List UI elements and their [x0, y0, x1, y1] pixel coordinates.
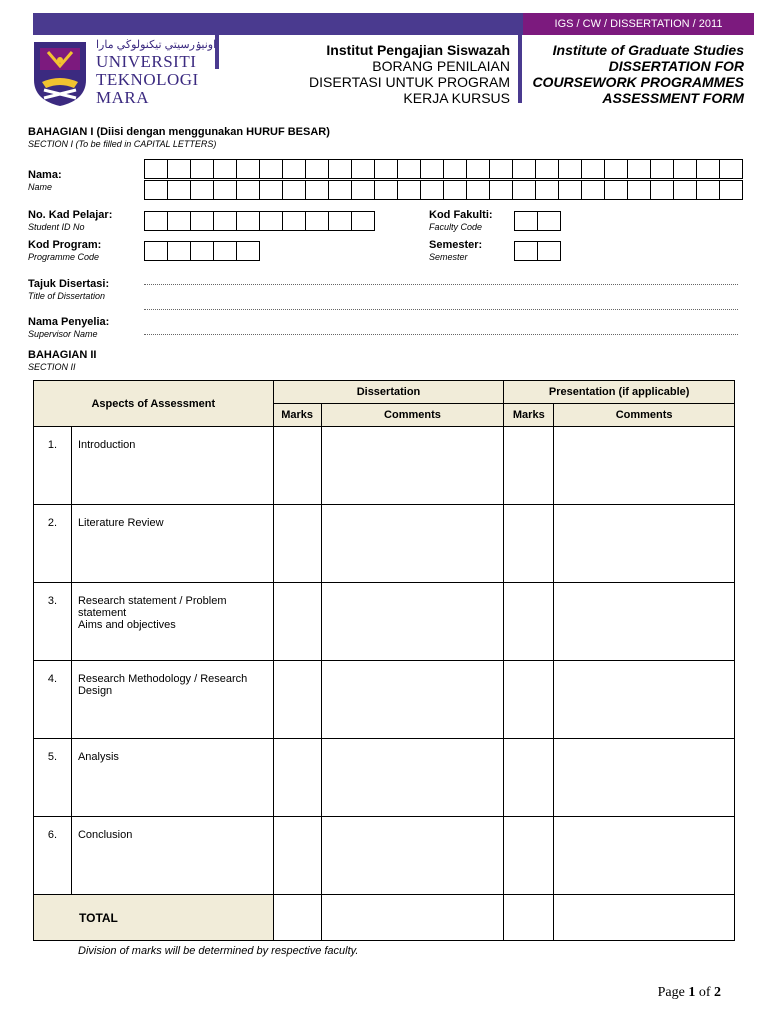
char-box[interactable] — [305, 211, 329, 231]
char-box[interactable] — [397, 159, 421, 179]
supervisor-sublabel: Supervisor Name — [28, 329, 98, 339]
char-box[interactable] — [673, 159, 697, 179]
logo-arabic-text: اونيۏرسيتي تيكنولوڬي مارا — [96, 39, 217, 51]
dissertation-comments-cell[interactable] — [321, 583, 504, 661]
title-line-1[interactable] — [144, 284, 738, 285]
presentation-marks-cell[interactable] — [504, 505, 554, 583]
char-box[interactable] — [512, 159, 536, 179]
section2-subtitle: SECTION II — [28, 362, 76, 372]
char-box[interactable] — [537, 211, 561, 231]
char-box[interactable] — [259, 211, 283, 231]
char-box[interactable] — [190, 241, 214, 261]
dissertation-marks-cell[interactable] — [273, 661, 321, 739]
char-box[interactable] — [190, 211, 214, 231]
presentation-marks-cell[interactable] — [504, 661, 554, 739]
presentation-comments-cell[interactable] — [554, 505, 735, 583]
section1-title: BAHAGIAN I (Diisi dengan menggunakan HURUF BESAR) — [28, 126, 330, 138]
char-box[interactable] — [190, 159, 214, 179]
nama-sublabel: Name — [28, 182, 53, 192]
dissertation-comments-header: Comments — [321, 404, 504, 427]
row-aspect — [71, 817, 273, 895]
aspect-line: Conclusion — [77, 829, 133, 841]
semester-label: Semester: — [429, 239, 483, 251]
nama-label: Nama: — [28, 169, 62, 181]
char-box[interactable] — [282, 180, 306, 200]
dissertation-marks-cell[interactable] — [273, 739, 321, 817]
title-sublabel: Title of Dissertation — [28, 291, 105, 301]
char-box[interactable] — [627, 159, 651, 179]
aspect-line: Literature Review — [77, 517, 164, 529]
page-current: 1 — [688, 985, 696, 1000]
char-box[interactable] — [514, 241, 538, 261]
total-row — [34, 895, 735, 941]
char-box[interactable] — [144, 211, 168, 231]
logo-line-teknologi: TEKNOLOGI — [96, 70, 199, 89]
char-box[interactable] — [696, 180, 720, 200]
table-header-row — [34, 381, 735, 404]
row-number: 3. — [34, 583, 72, 661]
char-box[interactable] — [719, 180, 743, 200]
header-english-line: DISSERTATION FOR — [608, 58, 744, 74]
presentation-comments-header: Comments — [554, 404, 735, 427]
aspect-line: statement — [77, 607, 127, 619]
presentation-marks-cell[interactable] — [504, 427, 554, 505]
aspect-line: Analysis — [77, 751, 119, 763]
char-box[interactable] — [167, 159, 191, 179]
student-id-boxes[interactable] — [144, 211, 375, 231]
header-english-line: Institute of Graduate Studies — [552, 42, 744, 58]
aspect-line: Research Methodology / Research — [77, 673, 248, 685]
char-box[interactable] — [236, 241, 260, 261]
presentation-marks-header: Marks — [504, 404, 554, 427]
section1-subtitle: SECTION I (To be filled in CAPITAL LETTERS) — [28, 139, 217, 149]
presentation-comments-cell[interactable] — [554, 583, 735, 661]
char-box[interactable] — [328, 159, 352, 179]
char-box[interactable] — [581, 180, 605, 200]
dissertation-comments-cell[interactable] — [321, 739, 504, 817]
student-id-sublabel: Student ID No — [28, 222, 85, 232]
section2-title: BAHAGIAN II — [28, 349, 97, 361]
char-box[interactable] — [537, 241, 561, 261]
row-number: 2. — [34, 505, 72, 583]
supervisor-line[interactable] — [144, 334, 738, 335]
char-box[interactable] — [144, 159, 168, 179]
total-dissertation-marks-cell[interactable] — [273, 895, 321, 941]
table-row — [34, 739, 735, 817]
divider-bar — [518, 35, 522, 103]
presentation-comments-cell[interactable] — [554, 661, 735, 739]
aspect-line: Design — [77, 685, 113, 697]
header-malay-line: BORANG PENILAIAN — [372, 58, 510, 74]
row-number: 4. — [34, 661, 72, 739]
table-row — [34, 583, 735, 661]
dissertation-comments-cell[interactable] — [321, 817, 504, 895]
row-aspect — [71, 583, 273, 661]
char-box[interactable] — [535, 180, 559, 200]
char-box[interactable] — [374, 180, 398, 200]
header-malay-line: Institut Pengajian Siswazah — [326, 42, 510, 58]
char-box[interactable] — [144, 241, 168, 261]
aspect-line: Research statement / Problem — [77, 595, 227, 607]
char-box[interactable] — [351, 211, 375, 231]
nama-boxes-row1[interactable] — [144, 159, 743, 179]
dissertation-comments-cell[interactable] — [321, 427, 504, 505]
dissertation-header: Dissertation — [273, 381, 504, 404]
char-box[interactable] — [374, 159, 398, 179]
header-malay — [309, 42, 510, 106]
char-box[interactable] — [558, 180, 582, 200]
char-box[interactable] — [213, 241, 237, 261]
page-of: of — [695, 985, 714, 1000]
aspects-header: Aspects of Assessment — [34, 381, 274, 427]
supervisor-label: Nama Penyelia: — [28, 316, 110, 328]
char-box[interactable] — [236, 180, 260, 200]
row-number: 1. — [34, 427, 72, 505]
page-total: 2 — [714, 985, 721, 1000]
table-row — [34, 817, 735, 895]
char-box[interactable] — [351, 159, 375, 179]
presentation-marks-cell[interactable] — [504, 583, 554, 661]
char-box[interactable] — [466, 159, 490, 179]
dissertation-marks-cell[interactable] — [273, 817, 321, 895]
char-box[interactable] — [535, 159, 559, 179]
char-box[interactable] — [190, 180, 214, 200]
form-code: IGS / CW / DISSERTATION / 2011 — [523, 13, 754, 35]
char-box[interactable] — [489, 180, 513, 200]
programme-code-label: Kod Program: — [28, 239, 102, 251]
char-box[interactable] — [466, 180, 490, 200]
char-box[interactable] — [167, 180, 191, 200]
char-box[interactable] — [650, 180, 674, 200]
presentation-comments-cell[interactable] — [554, 817, 735, 895]
char-box[interactable] — [236, 211, 260, 231]
faculty-code-sublabel: Faculty Code — [429, 222, 483, 232]
header-malay-line: KERJA KURSUS — [403, 90, 510, 106]
char-box[interactable] — [305, 159, 329, 179]
presentation-marks-cell[interactable] — [504, 739, 554, 817]
char-box[interactable] — [282, 211, 306, 231]
char-box[interactable] — [282, 159, 306, 179]
faculty-code-label: Kod Fakulti: — [429, 209, 493, 221]
char-box[interactable] — [650, 159, 674, 179]
char-box[interactable] — [512, 180, 536, 200]
logo-line-mara: MARA — [96, 88, 150, 107]
char-box[interactable] — [581, 159, 605, 179]
char-box[interactable] — [420, 180, 444, 200]
row-aspect — [71, 505, 273, 583]
char-box[interactable] — [213, 159, 237, 179]
presentation-header: Presentation (if applicable) — [504, 381, 735, 404]
char-box[interactable] — [604, 180, 628, 200]
presentation-comments-cell[interactable] — [554, 739, 735, 817]
char-box[interactable] — [673, 180, 697, 200]
dissertation-marks-header: Marks — [273, 404, 321, 427]
header-english-line: COURSEWORK PROGRAMMES — [532, 74, 744, 90]
char-box[interactable] — [305, 180, 329, 200]
char-box[interactable] — [719, 159, 743, 179]
title-line-2[interactable] — [144, 309, 738, 310]
logo-line-universiti: UNIVERSITI — [96, 52, 197, 71]
semester-boxes[interactable] — [514, 241, 561, 261]
char-box[interactable] — [489, 159, 513, 179]
char-box[interactable] — [696, 159, 720, 179]
char-box[interactable] — [167, 211, 191, 231]
presentation-comments-cell[interactable] — [554, 427, 735, 505]
dissertation-comments-cell[interactable] — [321, 505, 504, 583]
header-malay-line: DISERTASI UNTUK PROGRAM — [309, 74, 510, 90]
char-box[interactable] — [259, 159, 283, 179]
total-dissertation-comments-cell[interactable] — [321, 895, 504, 941]
row-aspect — [71, 661, 273, 739]
row-aspect — [71, 427, 273, 505]
page-prefix: Page — [657, 985, 689, 1000]
char-box[interactable] — [167, 241, 191, 261]
student-id-label: No. Kad Pelajar: — [28, 209, 113, 221]
header-english — [532, 42, 744, 106]
char-box[interactable] — [397, 180, 421, 200]
char-box[interactable] — [259, 180, 283, 200]
table-row — [34, 661, 735, 739]
char-box[interactable] — [420, 159, 444, 179]
uitm-logo-icon — [30, 40, 90, 108]
char-box[interactable] — [236, 159, 260, 179]
char-box[interactable] — [604, 159, 628, 179]
table-row — [34, 505, 735, 583]
row-aspect — [71, 739, 273, 817]
total-label: TOTAL — [34, 895, 274, 941]
char-box[interactable] — [213, 211, 237, 231]
aspect-line: Aims and objectives — [77, 619, 176, 631]
char-box[interactable] — [351, 180, 375, 200]
header-english-line: ASSESSMENT FORM — [602, 90, 744, 106]
title-label: Tajuk Disertasi: — [28, 278, 110, 290]
semester-sublabel: Semester — [429, 252, 468, 262]
aspect-line: Introduction — [77, 439, 136, 451]
char-box[interactable] — [328, 180, 352, 200]
dissertation-comments-cell[interactable] — [321, 661, 504, 739]
dissertation-marks-cell[interactable] — [273, 583, 321, 661]
page-number — [658, 985, 721, 1001]
presentation-marks-cell[interactable] — [504, 817, 554, 895]
assessment-table — [33, 380, 735, 941]
table-row — [34, 427, 735, 505]
char-box[interactable] — [558, 159, 582, 179]
dissertation-marks-cell[interactable] — [273, 427, 321, 505]
faculty-code-boxes[interactable] — [514, 211, 561, 231]
char-box[interactable] — [213, 180, 237, 200]
dissertation-marks-cell[interactable] — [273, 505, 321, 583]
programme-code-boxes[interactable] — [144, 241, 260, 261]
char-box[interactable] — [514, 211, 538, 231]
char-box[interactable] — [144, 180, 168, 200]
programme-code-sublabel: Programme Code — [28, 252, 100, 262]
total-presentation-comments-cell[interactable] — [554, 895, 735, 941]
char-box[interactable] — [328, 211, 352, 231]
marks-note: Division of marks will be determined by respective faculty. — [78, 945, 359, 957]
row-number: 5. — [34, 739, 72, 817]
char-box[interactable] — [627, 180, 651, 200]
char-box[interactable] — [443, 180, 467, 200]
nama-boxes-row2[interactable] — [144, 180, 743, 200]
total-presentation-marks-cell[interactable] — [504, 895, 554, 941]
char-box[interactable] — [443, 159, 467, 179]
row-number: 6. — [34, 817, 72, 895]
